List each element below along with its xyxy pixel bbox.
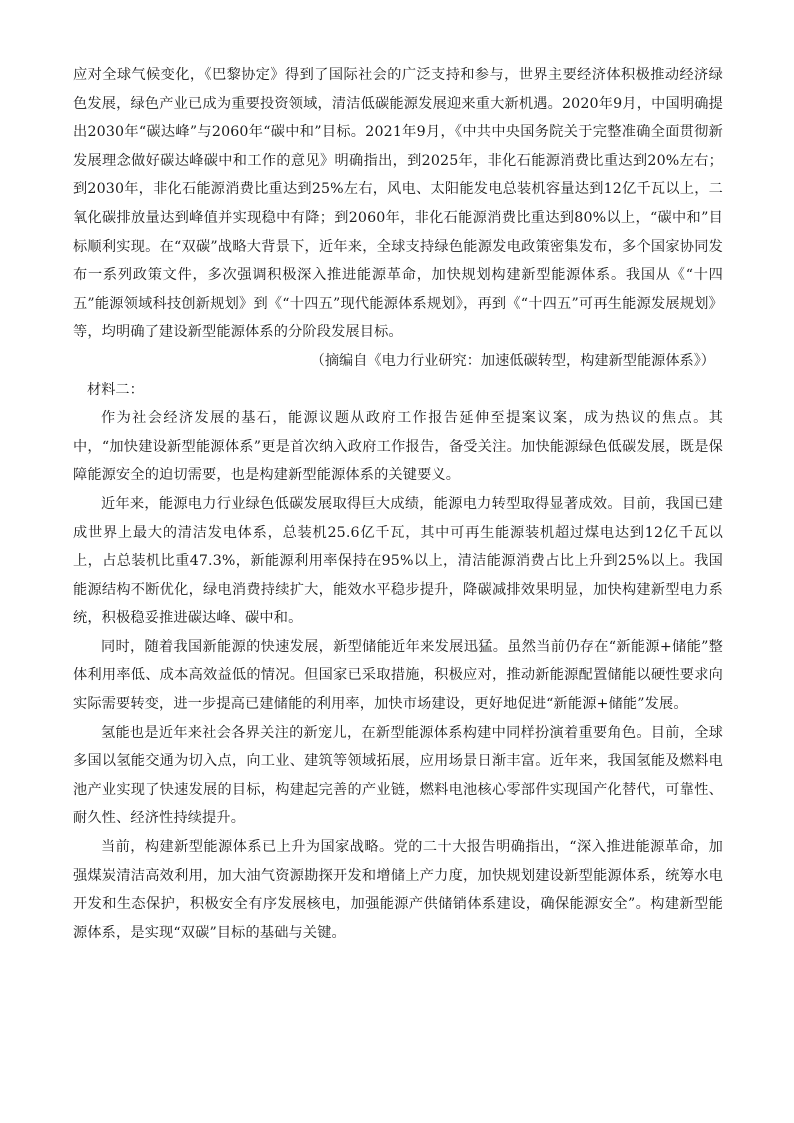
material-two-paragraph-5: 当前，构建新型能源体系已上升为国家战略。党的二十大报告明确指出，“深入推进能源革命，加强煤炭清洁高效利用，加大油气资源勘探开发和增储上产力度，加快规划建设新型能源体系，统筹水电开发和生态保护，积极安全有序发展核电，加强能源产供储销体系建设，确保能源安全”。构建新型能源体系，是实现“双碳”目标的基础与关键。 [73,839,723,941]
material-two-paragraph-4: 氢能也是近年来社会各界关注的新宠儿，在新型能源体系构建中同样扮演着重要角色。目前，全球多国以氢能交通为切入点，向工业、建筑等领域拓展，应用场景日渐丰富。近年来，我国氢能及燃料电池产业实现了快速发展的目标，构建起完善的产业链，燃料电池核心零部件实现国产化替代，可靠性、耐久性、经济性持续提升。 [73,724,723,827]
material-two-paragraph-1: 作为社会经济发展的基石，能源议题从政府工作报告延伸至提案议案，成为热议的焦点。其中，“加快建设新型能源体系”更是首次纳入政府工作报告，备受关注。加快能源绿色低碳发展，既是保障能源安全的迫切需要，也是构建新型能源体系的关键要义。 [73,410,723,484]
material-two-paragraph-2: 近年来，能源电力行业绿色低碳发展取得巨大成绩，能源电力转型取得显著成效。目前，我国已建成世界上最大的清洁发电体系，总装机25.6亿千瓦，其中可再生能源装机超过煤电达到12亿千瓦以上，占总装机比重47.3%，新能源利用率保持在95%以上，清洁能源消费占比上升到25%以上。我国能源结构不断优化，绿电消费持续扩大，能效水平稳步提升，降碳减排效果明显，加快构建新型电力系统，积极稳妥推进碳达峰、碳中和。 [73,495,723,627]
material-two-label: 材料二： [87,381,144,398]
source-citation: （摘编自《电力行业研究：加速低碳转型，构建新型能源体系》） [310,352,715,369]
material-two-paragraph-3: 同时，随着我国新能源的快速发展，新型储能近年来发展迅猛。虽然当前仍存在“新能源+储能”整体利用率低、成本高效益低的情况。但国家已采取措施，积极应对，推动新能源配置储能以硬性要求向实际需要转变，进一步提高已建储能的利用率，加快市场建设，更好地促进“新能源+储能”发展。 [73,638,723,713]
intro-paragraph: 应对全球气候变化，《巴黎协定》得到了国际社会的广泛支持和参与，世界主要经济体积极推动经济绿色发展，绿色产业已成为重要投资领域，清洁低碳能源发展迎来重大新机遇。2020年9月，中国明确提出2030年“碳达峰”与2060年“碳中和”目标。2021年9月，《中共中央国务院关于完整准确全面贯彻新发展理念做好碳达峰碳中和工作的意见》明确指出，到2025年，非化石能源消费比重达到20%左右；到2030年，非化石能源消费比重达到25%左右，风电、太阳能发电总装机容量达到12亿千瓦以上，二氧化碳排放量达到峰值并实现稳中有降；到2060年，非化石能源消费比重达到80%以上，“碳中和”目标顺利实现。在“双碳”战略大背景下，近年来，全球支持绿色能源发电政策密集发布，多个国家协同发布一系列政策文件，多次强调积极深入推进能源革命，加快规划构建新型能源体系。我国从《“十四五”能源领域科技创新规划》到《“十四五”现代能源体系规划》，再到《“十四五”可再生能源发展规划》等，均明确了建设新型能源体系的分阶段发展目标。 [73,67,723,341]
document-body [73,61,723,947]
